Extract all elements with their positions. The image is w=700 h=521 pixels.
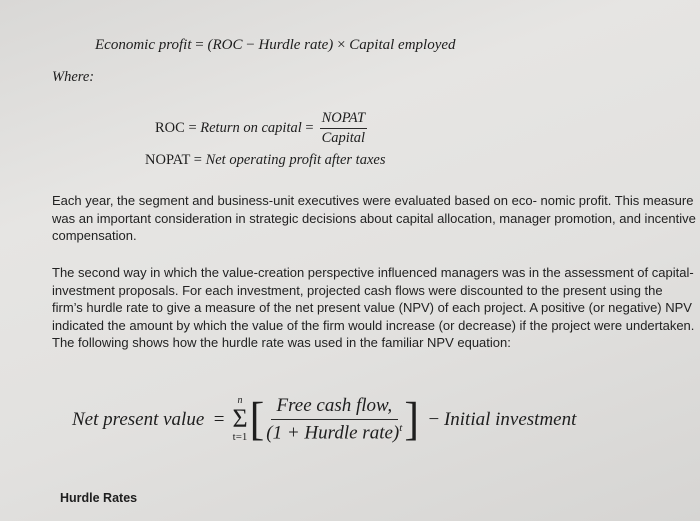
sigma-symbol: Σ xyxy=(232,404,248,434)
roc-definition xyxy=(155,110,367,147)
npv-rhs: Initial investment xyxy=(443,408,577,430)
npv-minus: − xyxy=(428,408,440,430)
eq1-hurdle: Hurdle rate) xyxy=(258,37,334,53)
summation xyxy=(232,396,247,443)
roc-desc: Return on capital xyxy=(200,120,302,136)
nopat-equals: = xyxy=(193,152,202,168)
eq1-times: × xyxy=(337,37,346,53)
roc-denominator: Capital xyxy=(321,130,366,146)
roc-numerator: NOPAT xyxy=(320,110,368,129)
npv-numerator: Free cash flow, xyxy=(271,395,399,420)
close-bracket: ] xyxy=(404,393,419,445)
sum-lower-limit: t=1 xyxy=(232,431,248,444)
npv-denominator xyxy=(266,420,402,444)
sum-upper-limit: n xyxy=(237,395,243,407)
eq1-lhs: Economic profit xyxy=(95,37,192,53)
npv-fraction xyxy=(266,395,402,444)
paragraph-capital-investment: The second way in which the value-creation perspective influenced managers was in the assessment of capital-investment proposals. For each investment, projected cash flows were discounted to the present using the firm’s hurdle rate to give a measure of the net present value (NPV) of each project. A positive (or negative) NPV indicated the amount by which the value of the firm would increase (or decrease) if the project were undertaken. The following shows how the hurdle rate was used in the familiar NPV equation: xyxy=(52,265,695,350)
eq1-roc: (ROC xyxy=(207,37,243,53)
npv-equation xyxy=(72,395,576,444)
economic-profit-equation xyxy=(95,37,456,54)
nopat-desc: Net operating profit after taxes xyxy=(205,152,386,168)
nopat-lhs: NOPAT xyxy=(145,152,191,168)
roc-equals-2: = xyxy=(305,120,314,136)
roc-fraction xyxy=(320,110,368,147)
where-label: Where: xyxy=(52,69,95,85)
nopat-definition xyxy=(145,152,385,169)
roc-lhs: ROC xyxy=(155,120,185,136)
eq1-equals: = xyxy=(195,37,204,53)
npv-lhs: Net present value xyxy=(72,408,205,430)
eq1-capital: Capital employed xyxy=(349,37,456,53)
eq1-minus: − xyxy=(246,37,255,53)
roc-equals: = xyxy=(188,120,197,136)
paragraph-economic-profit: Each year, the segment and business-unit executives were evaluated based on eco- nomic profit. This measure was an important consideration in strategic decisions about capital allocation, manager promotion, and incentive compensation. xyxy=(52,193,696,243)
section-heading-hurdle-rates: Hurdle Rates xyxy=(60,491,138,505)
npv-denominator-base: (1 + Hurdle rate) xyxy=(266,422,400,444)
npv-denominator-exponent: t xyxy=(399,422,403,434)
npv-equals: = xyxy=(213,408,225,430)
open-bracket: [ xyxy=(249,393,265,445)
